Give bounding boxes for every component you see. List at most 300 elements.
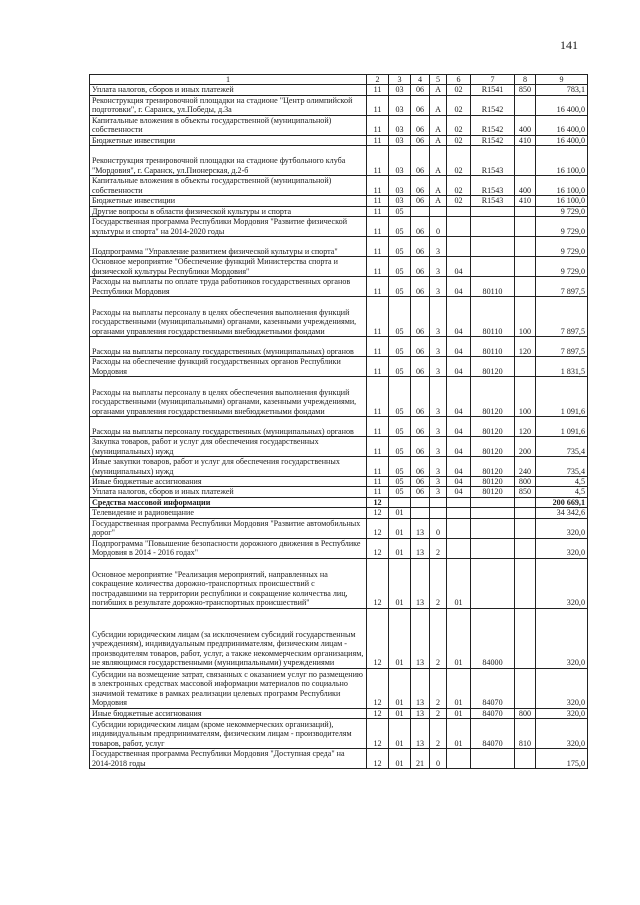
subprogram-code-cell: А (430, 196, 447, 206)
subprogram-code-cell: 2 (430, 708, 447, 718)
expense-type-cell (515, 558, 536, 608)
expense-type-cell (515, 608, 536, 668)
subprogram-code-cell: 2 (430, 608, 447, 668)
measure-code-cell (447, 518, 471, 538)
direction-code-cell: 80120 (471, 377, 515, 417)
program-code-cell: 06 (411, 357, 430, 377)
table-row (90, 487, 588, 497)
row-name-cell: Расходы на выплаты персоналу государственных (муниципальных) органов (90, 417, 367, 437)
header-cell: 5 (430, 75, 447, 85)
program-code-cell: 06 (411, 146, 430, 176)
direction-code-cell (471, 508, 515, 518)
table-row (90, 297, 588, 337)
amount-cell: 320,0 (536, 668, 588, 708)
row-name-cell: Расходы на выплаты персоналу государственных (муниципальных) органов (90, 337, 367, 357)
section-code-cell: 11 (367, 377, 389, 417)
program-code-cell (411, 497, 430, 507)
measure-code-cell (447, 749, 471, 769)
table-row (90, 217, 588, 237)
expense-type-cell (515, 277, 536, 297)
expense-type-cell (515, 749, 536, 769)
expense-type-cell: 800 (515, 477, 536, 487)
row-name-cell: Капитальные вложения в объекты государственной (муниципальной) собственности (90, 176, 367, 196)
row-name-cell: Бюджетные инвестиции (90, 196, 367, 206)
amount-cell: 783,1 (536, 85, 588, 95)
amount-cell: 16 100,0 (536, 146, 588, 176)
amount-cell: 320,0 (536, 518, 588, 538)
subsection-code-cell: 05 (389, 337, 411, 357)
amount-cell: 320,0 (536, 538, 588, 558)
row-name-cell: Бюджетные инвестиции (90, 135, 367, 145)
amount-cell: 16 100,0 (536, 196, 588, 206)
expense-type-cell (515, 508, 536, 518)
direction-code-cell (471, 217, 515, 237)
row-name-cell: Подпрограмма "Управление развитием физической культуры и спорта" (90, 237, 367, 257)
header-cell: 4 (411, 75, 430, 85)
table-row (90, 85, 588, 95)
section-code-cell: 11 (367, 337, 389, 357)
subprogram-code-cell: 3 (430, 277, 447, 297)
table-row (90, 719, 588, 749)
program-code-cell: 06 (411, 297, 430, 337)
amount-cell: 200 669,1 (536, 497, 588, 507)
table-row (90, 196, 588, 206)
expense-type-cell: 850 (515, 487, 536, 497)
program-code-cell: 06 (411, 95, 430, 115)
table-row (90, 135, 588, 145)
subprogram-code-cell: 3 (430, 477, 447, 487)
measure-code-cell: 04 (447, 357, 471, 377)
subprogram-code-cell (430, 206, 447, 216)
row-name-cell: Капитальные вложения в объекты государственной (муниципальной) собственности (90, 115, 367, 135)
expense-type-cell (515, 146, 536, 176)
table-row (90, 237, 588, 257)
direction-code-cell (471, 538, 515, 558)
subsection-code-cell: 01 (389, 608, 411, 668)
section-code-cell: 12 (367, 497, 389, 507)
program-code-cell: 06 (411, 417, 430, 437)
subprogram-code-cell: 2 (430, 668, 447, 708)
program-code-cell: 13 (411, 538, 430, 558)
header-cell: 2 (367, 75, 389, 85)
row-name-cell: Иные закупки товаров, работ и услуг для обеспечения государственных (муниципальных) нужд (90, 457, 367, 477)
section-code-cell: 12 (367, 708, 389, 718)
table-row (90, 357, 588, 377)
table-row (90, 377, 588, 417)
subprogram-code-cell: 3 (430, 377, 447, 417)
subprogram-code-cell: А (430, 115, 447, 135)
expense-type-cell (515, 668, 536, 708)
subsection-code-cell: 03 (389, 135, 411, 145)
row-name-cell: Уплата налогов, сборов и иных платежей (90, 487, 367, 497)
measure-code-cell: 02 (447, 176, 471, 196)
direction-code-cell: R1543 (471, 176, 515, 196)
table-row (90, 538, 588, 558)
direction-code-cell: R1541 (471, 85, 515, 95)
section-code-cell: 11 (367, 85, 389, 95)
row-name-cell: Закупка товаров, работ и услуг для обеспечения государственных (муниципальных) нужд (90, 437, 367, 457)
row-name-cell: Реконструкция тренировочной площадки на стадионе футбольного клуба "Мордовия", г. Саранск, ул.Пионерская, д.2-б (90, 146, 367, 176)
table-row (90, 708, 588, 718)
table-row (90, 749, 588, 769)
subprogram-code-cell: 3 (430, 257, 447, 277)
section-code-cell: 12 (367, 558, 389, 608)
section-code-cell: 11 (367, 257, 389, 277)
subprogram-code-cell: 2 (430, 719, 447, 749)
program-code-cell: 13 (411, 558, 430, 608)
amount-cell: 175,0 (536, 749, 588, 769)
subprogram-code-cell: 3 (430, 237, 447, 257)
measure-code-cell: 02 (447, 196, 471, 206)
direction-code-cell: 84070 (471, 668, 515, 708)
direction-code-cell: 80120 (471, 457, 515, 477)
subsection-code-cell: 03 (389, 95, 411, 115)
subprogram-code-cell: А (430, 95, 447, 115)
section-code-cell: 11 (367, 217, 389, 237)
expense-type-cell (515, 538, 536, 558)
program-code-cell: 06 (411, 277, 430, 297)
program-code-cell: 13 (411, 719, 430, 749)
subsection-code-cell: 05 (389, 237, 411, 257)
section-code-cell: 11 (367, 206, 389, 216)
budget-table (89, 74, 588, 769)
expense-type-cell (515, 357, 536, 377)
row-name-cell: Субсидии на возмещение затрат, связанных с оказанием услуг по размещению в электронных средствах массовой информации материалов по социально значимой тематике в рамках реализации целевых программ Республики Мордовия (90, 668, 367, 708)
amount-cell: 16 400,0 (536, 135, 588, 145)
direction-code-cell (471, 518, 515, 538)
expense-type-cell: 800 (515, 708, 536, 718)
section-code-cell: 11 (367, 477, 389, 487)
row-name-cell: Реконструкция тренировочной площадки на стадионе "Центр олимпийской подготовки", г. Саранск, ул.Победы, д.3а (90, 95, 367, 115)
section-code-cell: 12 (367, 608, 389, 668)
subprogram-code-cell: А (430, 135, 447, 145)
table-row (90, 115, 588, 135)
expense-type-cell (515, 497, 536, 507)
direction-code-cell: 80110 (471, 277, 515, 297)
program-code-cell: 06 (411, 217, 430, 237)
subprogram-code-cell: 3 (430, 417, 447, 437)
row-name-cell: Субсидии юридическим лицам (за исключением субсидий государственным учреждениям), индивидуальным предпринимателям, физическим лицам - производителям товаров, работ, услуг, а также некоммерческим организациям, не являющимся государственными (муниципальными) учреждениями (90, 608, 367, 668)
program-code-cell: 06 (411, 337, 430, 357)
direction-code-cell: 84070 (471, 719, 515, 749)
row-name-cell: Государственная программа Республики Мордовия "Развитие физической культуры и спорта" на 2014-2020 годы (90, 217, 367, 237)
measure-code-cell: 02 (447, 115, 471, 135)
measure-code-cell (447, 217, 471, 237)
amount-cell: 7 897,5 (536, 337, 588, 357)
program-code-cell: 06 (411, 85, 430, 95)
row-name-cell: Основное мероприятие "Обеспечение функций Министерства спорта и физической культуры Республики Мордовия" (90, 257, 367, 277)
direction-code-cell (471, 206, 515, 216)
expense-type-cell (515, 257, 536, 277)
measure-code-cell: 04 (447, 277, 471, 297)
subsection-code-cell: 01 (389, 508, 411, 518)
amount-cell: 7 897,5 (536, 277, 588, 297)
measure-code-cell: 04 (447, 477, 471, 487)
amount-cell: 4,5 (536, 487, 588, 497)
subprogram-code-cell: 2 (430, 538, 447, 558)
direction-code-cell: 80110 (471, 297, 515, 337)
section-code-cell: 11 (367, 237, 389, 257)
subsection-code-cell: 05 (389, 297, 411, 337)
subprogram-code-cell: 0 (430, 749, 447, 769)
table-row (90, 518, 588, 538)
expense-type-cell: 100 (515, 297, 536, 337)
section-code-cell: 12 (367, 518, 389, 538)
row-name-cell: Государственная программа Республики Мордовия "Развитие автомобильных дорог" (90, 518, 367, 538)
measure-code-cell (447, 206, 471, 216)
subsection-code-cell: 03 (389, 176, 411, 196)
direction-code-cell: R1542 (471, 95, 515, 115)
measure-code-cell: 02 (447, 95, 471, 115)
direction-code-cell (471, 558, 515, 608)
section-code-cell: 11 (367, 457, 389, 477)
subsection-code-cell: 05 (389, 217, 411, 237)
table-row (90, 558, 588, 608)
table-row (90, 176, 588, 196)
table-body (90, 85, 588, 769)
section-code-cell: 11 (367, 176, 389, 196)
row-name-cell: Уплата налогов, сборов и иных платежей (90, 85, 367, 95)
row-name-cell: Подпрограмма "Повышение безопасности дорожного движения в Республике Мордовия в 2014 - 2016 годах" (90, 538, 367, 558)
subsection-code-cell: 01 (389, 558, 411, 608)
section-code-cell: 11 (367, 135, 389, 145)
subprogram-code-cell: А (430, 146, 447, 176)
table-row (90, 457, 588, 477)
direction-code-cell: 84000 (471, 608, 515, 668)
subsection-code-cell: 01 (389, 668, 411, 708)
section-code-cell: 11 (367, 115, 389, 135)
amount-cell: 34 342,6 (536, 508, 588, 518)
section-code-cell: 11 (367, 437, 389, 457)
subsection-code-cell: 05 (389, 477, 411, 487)
header-cell: 6 (447, 75, 471, 85)
amount-cell: 16 100,0 (536, 176, 588, 196)
subprogram-code-cell (430, 497, 447, 507)
direction-code-cell: R1543 (471, 196, 515, 206)
measure-code-cell: 01 (447, 608, 471, 668)
section-code-cell: 11 (367, 417, 389, 437)
measure-code-cell: 01 (447, 558, 471, 608)
table-row (90, 608, 588, 668)
subsection-code-cell: 05 (389, 487, 411, 497)
expense-type-cell: 120 (515, 417, 536, 437)
subsection-code-cell: 01 (389, 518, 411, 538)
table-row (90, 95, 588, 115)
measure-code-cell: 04 (447, 457, 471, 477)
direction-code-cell: R1542 (471, 135, 515, 145)
subsection-code-cell (389, 497, 411, 507)
expense-type-cell: 400 (515, 115, 536, 135)
expense-type-cell (515, 217, 536, 237)
measure-code-cell (447, 497, 471, 507)
subprogram-code-cell: А (430, 176, 447, 196)
row-name-cell: Основное мероприятие "Реализация мероприятий, направленных на сокращение количества дорожно-транспортных происшествий с пострадавшими на территории республики и сокращение количества лиц, погибших в результате дорожно-транспортных происшествий" (90, 558, 367, 608)
program-code-cell: 06 (411, 176, 430, 196)
program-code-cell: 06 (411, 257, 430, 277)
expense-type-cell (515, 518, 536, 538)
measure-code-cell (447, 538, 471, 558)
row-name-cell: Телевидение и радиовещание (90, 508, 367, 518)
subsection-code-cell: 01 (389, 719, 411, 749)
subsection-code-cell: 05 (389, 206, 411, 216)
expense-type-cell (515, 206, 536, 216)
expense-type-cell: 240 (515, 457, 536, 477)
row-name-cell: Иные бюджетные ассигнования (90, 477, 367, 487)
row-name-cell: Государственная программа Республики Мордовия "Доступная среда" на 2014-2018 годы (90, 749, 367, 769)
direction-code-cell: 80120 (471, 417, 515, 437)
expense-type-cell: 410 (515, 196, 536, 206)
program-code-cell: 06 (411, 377, 430, 417)
subsection-code-cell: 05 (389, 437, 411, 457)
header-cell: 7 (471, 75, 515, 85)
amount-cell: 4,5 (536, 477, 588, 487)
row-name-cell: Другие вопросы в области физической культуры и спорта (90, 206, 367, 216)
subsection-code-cell: 05 (389, 357, 411, 377)
amount-cell: 735,4 (536, 437, 588, 457)
table-row (90, 277, 588, 297)
program-code-cell: 13 (411, 668, 430, 708)
program-code-cell: 13 (411, 708, 430, 718)
measure-code-cell: 02 (447, 135, 471, 145)
row-name-cell: Расходы на выплаты персоналу в целях обеспечения выполнения функций государственными (муниципальными) органами, казенными учреждениями, органами управления государственными внебюджетными фондами (90, 377, 367, 417)
amount-cell: 1 091,6 (536, 417, 588, 437)
expense-type-cell: 850 (515, 85, 536, 95)
section-code-cell: 11 (367, 95, 389, 115)
measure-code-cell: 01 (447, 668, 471, 708)
expense-type-cell: 200 (515, 437, 536, 457)
subsection-code-cell: 03 (389, 85, 411, 95)
amount-cell: 9 729,0 (536, 217, 588, 237)
program-code-cell: 06 (411, 196, 430, 206)
row-name-cell: Расходы на выплаты по оплате труда работников государственных органов Республики Мордовия (90, 277, 367, 297)
section-code-cell: 12 (367, 749, 389, 769)
table-header-row (90, 75, 588, 85)
measure-code-cell (447, 237, 471, 257)
subsection-code-cell: 05 (389, 277, 411, 297)
amount-cell: 16 400,0 (536, 95, 588, 115)
program-code-cell: 06 (411, 477, 430, 487)
direction-code-cell (471, 497, 515, 507)
measure-code-cell: 04 (447, 257, 471, 277)
section-code-cell: 11 (367, 487, 389, 497)
direction-code-cell: 84070 (471, 708, 515, 718)
subprogram-code-cell: 0 (430, 217, 447, 237)
direction-code-cell (471, 237, 515, 257)
direction-code-cell (471, 749, 515, 769)
measure-code-cell: 04 (447, 417, 471, 437)
measure-code-cell: 04 (447, 337, 471, 357)
direction-code-cell: 80110 (471, 337, 515, 357)
section-code-cell: 12 (367, 508, 389, 518)
table-row (90, 146, 588, 176)
subprogram-code-cell: 3 (430, 437, 447, 457)
direction-code-cell: 80120 (471, 357, 515, 377)
amount-cell: 16 400,0 (536, 115, 588, 135)
section-code-cell: 11 (367, 196, 389, 206)
amount-cell: 9 729,0 (536, 257, 588, 277)
expense-type-cell: 120 (515, 337, 536, 357)
direction-code-cell: R1543 (471, 146, 515, 176)
subsection-code-cell: 05 (389, 417, 411, 437)
expense-type-cell (515, 237, 536, 257)
measure-code-cell (447, 508, 471, 518)
row-name-cell: Расходы на выплаты персоналу в целях обеспечения выполнения функций государственными (муниципальными) органами, казенными учреждениями, органами управления государственными внебюджетными фондами (90, 297, 367, 337)
amount-cell: 7 897,5 (536, 297, 588, 337)
table-row (90, 257, 588, 277)
subprogram-code-cell: А (430, 85, 447, 95)
program-code-cell: 06 (411, 115, 430, 135)
row-name-cell: Расходы на обеспечение функций государственных органов Республики Мордовия (90, 357, 367, 377)
subprogram-code-cell: 3 (430, 357, 447, 377)
subsection-code-cell: 03 (389, 146, 411, 176)
program-code-cell (411, 206, 430, 216)
direction-code-cell: R1542 (471, 115, 515, 135)
subprogram-code-cell: 0 (430, 518, 447, 538)
measure-code-cell: 01 (447, 708, 471, 718)
direction-code-cell: 80120 (471, 477, 515, 487)
subsection-code-cell: 05 (389, 377, 411, 417)
measure-code-cell: 02 (447, 146, 471, 176)
measure-code-cell: 04 (447, 437, 471, 457)
section-code-cell: 12 (367, 538, 389, 558)
expense-type-cell: 100 (515, 377, 536, 417)
program-code-cell: 06 (411, 237, 430, 257)
subsection-code-cell: 05 (389, 257, 411, 277)
subprogram-code-cell: 3 (430, 337, 447, 357)
subsection-code-cell: 01 (389, 708, 411, 718)
table-row (90, 477, 588, 487)
expense-type-cell: 400 (515, 176, 536, 196)
subsection-code-cell: 05 (389, 457, 411, 477)
table-row (90, 437, 588, 457)
expense-type-cell: 810 (515, 719, 536, 749)
table-row (90, 508, 588, 518)
row-name-cell: Средства массовой информации (90, 497, 367, 507)
section-code-cell: 11 (367, 146, 389, 176)
subprogram-code-cell: 2 (430, 558, 447, 608)
subsection-code-cell: 01 (389, 749, 411, 769)
subsection-code-cell: 01 (389, 538, 411, 558)
expense-type-cell (515, 95, 536, 115)
table-row (90, 417, 588, 437)
table-row (90, 206, 588, 216)
program-code-cell: 21 (411, 749, 430, 769)
table-row (90, 497, 588, 507)
expense-type-cell: 410 (515, 135, 536, 145)
program-code-cell: 13 (411, 608, 430, 668)
header-cell: 8 (515, 75, 536, 85)
section-code-cell: 11 (367, 297, 389, 337)
header-cell: 3 (389, 75, 411, 85)
amount-cell: 1 091,6 (536, 377, 588, 417)
header-cell: 9 (536, 75, 588, 85)
amount-cell: 1 831,5 (536, 357, 588, 377)
row-name-cell: Субсидии юридическим лицам (кроме некоммерческих организаций), индивидуальным предпринимателям, физическим лицам - производителям товаров, работ, услуг (90, 719, 367, 749)
table-row (90, 668, 588, 708)
subsection-code-cell: 03 (389, 196, 411, 206)
program-code-cell: 06 (411, 437, 430, 457)
page-number: 141 (560, 38, 578, 52)
amount-cell: 320,0 (536, 558, 588, 608)
amount-cell: 9 729,0 (536, 206, 588, 216)
header-cell: 1 (90, 75, 367, 85)
program-code-cell: 13 (411, 518, 430, 538)
section-code-cell: 12 (367, 668, 389, 708)
subsection-code-cell: 03 (389, 115, 411, 135)
subprogram-code-cell: 3 (430, 457, 447, 477)
section-code-cell: 11 (367, 277, 389, 297)
amount-cell: 9 729,0 (536, 237, 588, 257)
